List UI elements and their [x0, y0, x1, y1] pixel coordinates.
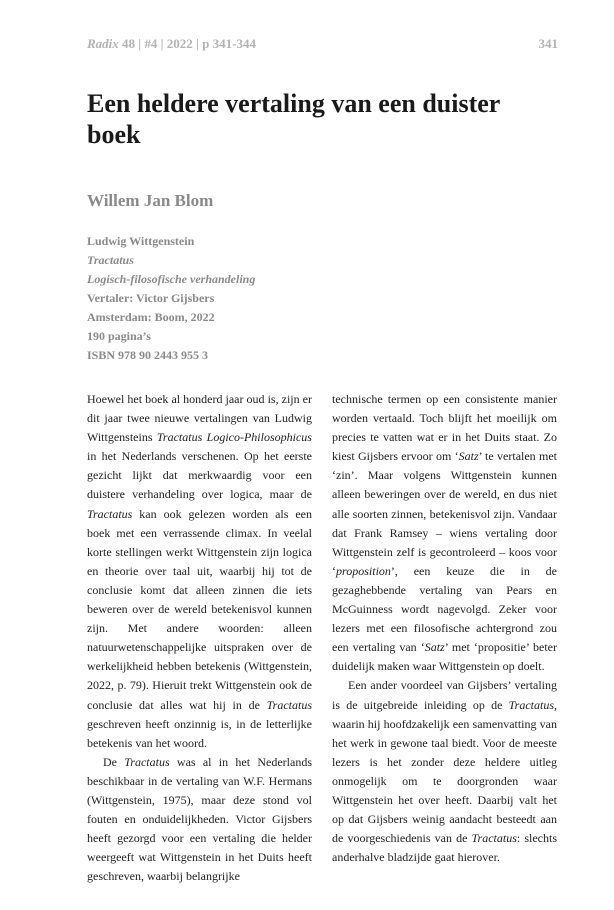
article-author: Willem Jan Blom	[87, 191, 214, 210]
text-run: ’ met ‘propositie’ beter duidelijk maken waar Wittgenstein op doelt.	[332, 640, 557, 674]
text-run: ’, een keuze die in de gezaghebbende vertaling van Pears en McGuinness wordt nagevolgd. Zeker voor lezers met een filosofische achtergrond zou een vertaling van ‘	[332, 563, 557, 655]
book-translator: Vertaler: Victor Gijsbers	[87, 291, 215, 305]
text-run: : slechts anderhalve bladzijde gaat hierover.	[332, 831, 557, 865]
book-isbn: ISBN 978 90 2443 955 3	[87, 348, 209, 362]
text-run: kan ook gelezen worden als een boek met een verrassende climax. In veelal korte stellingen werkt Wittgenstein zijn logica en theorie over taal uit, waarbij hij tot de conclusie komt dat alleen zinnen die iets beweren over de wereld betekenisvol kunnen zijn. Met andere woorden: alleen natuurwetenschappelijke uitspraken over de werkelijkheid hebben betekenis (Wittgenstein, 2022, p. 79). Hieruit trekt Wittgenstein ook de conclusie dat alles wat hij in de	[87, 506, 312, 712]
italic-title: Tractatus	[124, 754, 170, 769]
italic-term: Satz	[424, 640, 445, 655]
book-subtitle: Logisch-filosofische verhandeling	[87, 272, 256, 286]
journal-issue: 48 | #4 | 2022 | p 341-344	[118, 36, 256, 51]
paragraph-2-continued	[332, 390, 557, 676]
book-details	[87, 232, 255, 365]
italic-title: Tractatus	[266, 697, 312, 712]
text-run: in het Nederlands verschenen. Op het eerste gezicht lijkt dat merkwaardig voor een duistere verhandeling over logica, maar de	[87, 449, 312, 502]
book-publisher: Amsterdam: Boom, 2022	[87, 310, 215, 324]
italic-title: Tractatus	[87, 506, 133, 521]
journal-citation	[87, 36, 256, 52]
journal-name: Radix	[87, 36, 119, 51]
italic-term: proposition	[336, 563, 391, 578]
text-run: ’ te vertalen met ‘zin’. Maar volgens Wittgenstein kunnen alleen beweringen over de wereld, en dus niet alle soorten zinnen, betekenisvol zijn. Vandaar dat Frank Ramsey – wiens vertaling door Wittgenstein zelf is gecontroleerd – koos voor ‘	[332, 449, 557, 578]
book-title: Tractatus	[87, 253, 134, 267]
text-run: waarin hij hoofdzakelijk een samenvatting van het werk in gewone taal biedt. Voor de meeste lezers is het zonder deze heldere uitleg onmogelijk om te doorgronden waar Wittgenstein het over heeft. Daarbij valt het op dat Gijsbers weinig aandacht besteedt aan de voorgeschiedenis van de	[332, 716, 557, 846]
text-run: Hoewel het boek al honderd jaar oud is, zijn er dit jaar twee nieuwe vertalingen van Ludwig Wittgensteins	[87, 392, 312, 445]
italic-term: Satz	[458, 449, 479, 464]
text-run: De	[103, 754, 125, 769]
italic-title: Tractatus Logico-Philosophicus	[156, 430, 312, 445]
paragraph-1	[87, 390, 312, 753]
book-pages: 190 pagina’s	[87, 329, 151, 343]
body-column-right	[332, 390, 557, 867]
book-author: Ludwig Wittgenstein	[87, 234, 195, 248]
article-title: Een heldere vertaling van een duister boek	[87, 89, 500, 149]
paragraph-2-start	[87, 753, 312, 887]
paragraph-3	[332, 676, 557, 867]
text-run: was al in het Nederlands beschikbaar in de vertaling van W.F. Hermans (Wittgenstein, 1975), maar deze stond vol fouten en onduidelijkheden. Victor Gijsbers heeft gezorgd voor een vertaling die helder weergeeft wat Wittgenstein in het Duits heeft geschreven, waarbij belangrijke	[87, 754, 312, 884]
text-run: technische termen op een consistente manier worden vertaald. Toch blijft het moeilijk om precies te vatten wat er in het Duits staat. Zo kiest Gijsbers ervoor om ‘	[332, 392, 557, 464]
body-column-left	[87, 390, 312, 886]
text-run: geschreven heeft onzinnig is, in de letterlijke betekenis van het woord.	[87, 716, 312, 750]
text-run: Een ander voordeel van Gijsbers’ vertaling is de uitgebreide inleiding op de	[332, 678, 557, 712]
italic-title: Tractatus,	[508, 697, 557, 712]
italic-title: Tractatus	[471, 831, 517, 846]
running-header	[87, 36, 558, 54]
page-number: 341	[538, 36, 558, 51]
